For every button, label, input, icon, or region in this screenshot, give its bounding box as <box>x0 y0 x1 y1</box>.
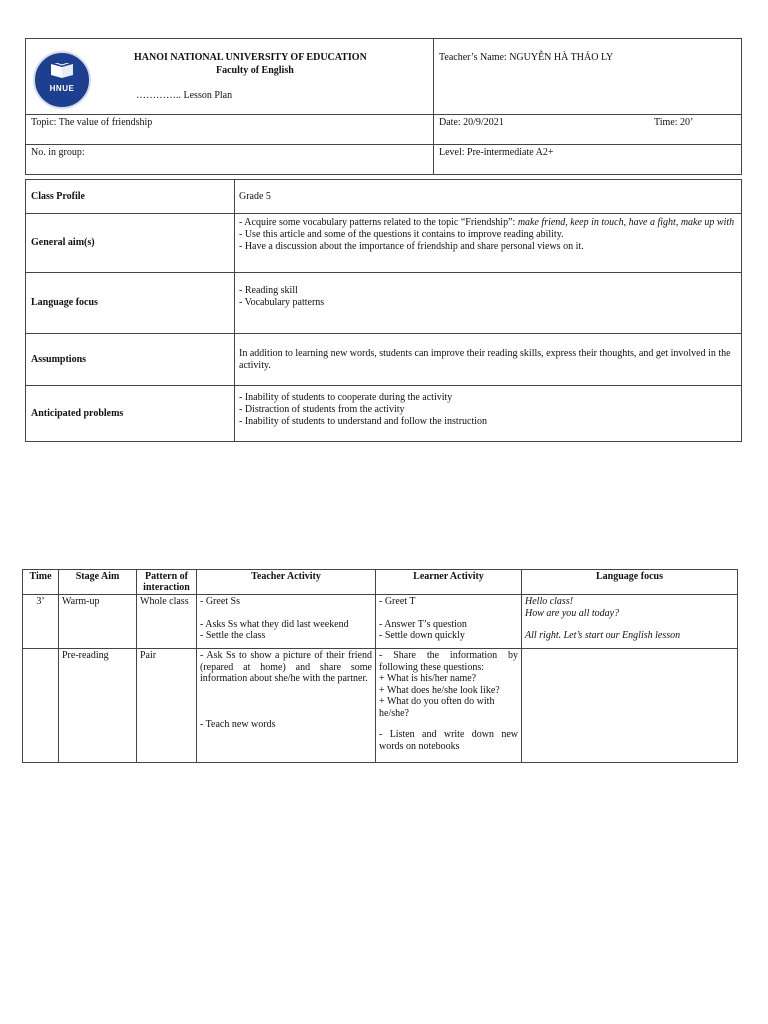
row2-learner-q3: + What do you often do with he/she? <box>379 696 495 719</box>
date-time-cell <box>434 115 742 145</box>
row1-learner-1: - Greet T <box>379 596 416 607</box>
aim-1: - Acquire some vocabulary patterns related to the topic “Friendship”: make friend, keep in touch, have a fight, make up with <box>239 217 735 228</box>
anticipated-problems-value <box>235 386 742 442</box>
problem-3: - Inability of students to understand and follow the instruction <box>239 416 488 427</box>
procedure-header-row <box>23 570 738 595</box>
col-stage-aim: Stage Aim <box>59 570 137 595</box>
row1-learner-3: - Settle down quickly <box>379 630 465 641</box>
row2-teacher-2: - Teach new words <box>200 718 276 730</box>
general-aims-value <box>235 214 742 273</box>
topic: Topic: The value of friendship <box>26 115 434 145</box>
row2-learner-1: - Share the information by following these questions: <box>379 650 518 673</box>
col-teacher-activity: Teacher Activity <box>197 570 376 595</box>
class-profile-value: Grade 5 <box>235 180 742 214</box>
university-name: HANOI NATIONAL UNIVERSITY OF EDUCATION <box>134 52 367 63</box>
aim-3: - Have a discussion about the importance of friendship and share personal views on it. <box>239 241 584 252</box>
lang-item-1: - Reading skill <box>239 285 298 296</box>
level: Level: Pre-intermediate A2+ <box>434 145 742 175</box>
row1-lang-3: All right. Let’s start our English lesson <box>525 630 681 641</box>
row1-time: 3’ <box>23 595 59 649</box>
row1-lang-1: Hello class! <box>525 596 574 607</box>
row1-teacher <box>197 595 376 649</box>
row1-teacher-2: - Asks Ss what they did last weekend <box>200 618 349 630</box>
row1-language <box>522 595 738 649</box>
row2-learner <box>376 649 522 763</box>
row1-learner <box>376 595 522 649</box>
aim-2: - Use this article and some of the questions it contains to improve reading ability. <box>239 229 564 240</box>
date: Date: 20/9/2021 <box>439 117 504 128</box>
row1-teacher-3: - Settle the class <box>200 630 266 641</box>
row2-learner-2: - Listen and write down new words on notebooks <box>379 729 518 752</box>
row2-teacher-1: - Ask Ss to show a picture of their friend (repared at home) and share some information about she/he with the partner. <box>200 650 372 684</box>
language-focus-value <box>235 273 742 334</box>
row1-lang-2: How are you all today? <box>525 607 620 619</box>
row1-teacher-1: - Greet Ss <box>200 596 240 607</box>
time: Time: 20’ <box>654 117 694 128</box>
problem-2: - Distraction of students from the activity <box>239 404 405 415</box>
col-time: Time <box>23 570 59 595</box>
lang-item-2: - Vocabulary patterns <box>239 297 325 308</box>
row2-learner-q2: + What does he/she look like? <box>379 684 500 696</box>
faculty-name: Faculty of English <box>216 65 294 76</box>
lesson-plan-title: ………….. Lesson Plan <box>136 90 233 101</box>
book-icon <box>47 63 77 79</box>
problem-1: - Inability of students to cooperate during the activity <box>239 392 453 403</box>
header-title-cell <box>26 39 434 115</box>
row2-language <box>522 649 738 763</box>
general-aims-label: General aim(s) <box>26 214 235 273</box>
group-number: No. in group: <box>26 145 434 175</box>
col-language-focus: Language focus <box>522 570 738 595</box>
class-profile-table <box>25 179 742 442</box>
class-profile-label: Class Profile <box>26 180 235 214</box>
row1-pattern: Whole class <box>137 595 197 649</box>
col-learner-activity: Learner Activity <box>376 570 522 595</box>
teacher-name: Teacher’s Name: NGUYỄN HÀ THẢO LY <box>434 39 742 115</box>
col-pattern: Pattern of interaction <box>137 570 197 595</box>
row2-time <box>23 649 59 763</box>
anticipated-problems-label: Anticipated problems <box>26 386 235 442</box>
row2-stage: Pre-reading <box>59 649 137 763</box>
header-table <box>25 38 742 175</box>
row2-pattern: Pair <box>137 649 197 763</box>
assumptions-label: Assumptions <box>26 334 235 386</box>
assumptions-value: In addition to learning new words, students can improve their reading skills, express their thoughts, and get involved in the activity. <box>235 334 742 386</box>
procedure-row-prereading <box>23 649 738 763</box>
row1-stage: Warm-up <box>59 595 137 649</box>
row1-learner-2: - Answer T’s question <box>379 618 467 630</box>
university-logo <box>33 51 91 109</box>
row2-teacher <box>197 649 376 763</box>
procedure-row-warmup <box>23 595 738 649</box>
row2-learner-q1: + What is his/her name? <box>379 673 477 684</box>
language-focus-label: Language focus <box>26 273 235 334</box>
procedure-table <box>22 569 738 763</box>
logo-text: HNUE <box>49 84 75 93</box>
